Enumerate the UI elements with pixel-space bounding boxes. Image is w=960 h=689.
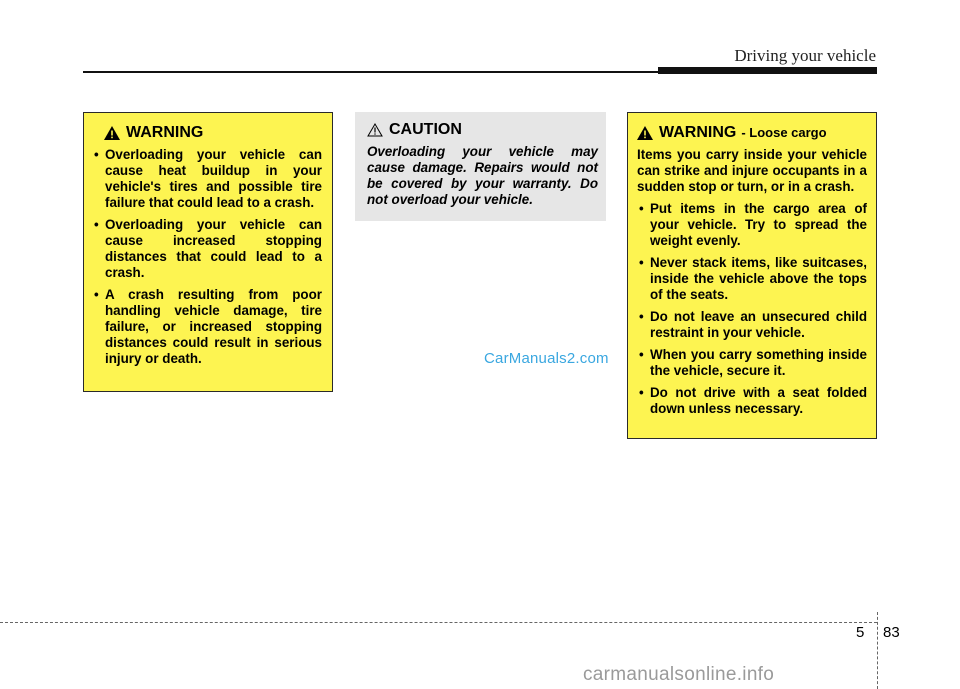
header-rule-thin xyxy=(83,71,658,73)
caution-box xyxy=(355,112,606,221)
warning-title: WARNING xyxy=(659,124,737,141)
warning-triangle-icon xyxy=(637,126,653,140)
warning-list xyxy=(104,147,322,367)
page-number-divider xyxy=(877,612,878,689)
warning-list xyxy=(637,201,867,417)
warning-box-loose-cargo xyxy=(627,112,877,439)
warning-title: WARNING xyxy=(126,124,204,141)
caution-triangle-icon xyxy=(367,123,383,137)
warning-intro: Items you carry inside your vehicle can strike and injure occupants in a sudden stop or turn, or in a crash. xyxy=(637,147,867,194)
caution-title: CAUTION xyxy=(389,121,462,138)
warning-box-overloading xyxy=(83,112,333,392)
warning-header xyxy=(637,123,867,143)
footer-dashed-rule xyxy=(0,622,877,623)
footer-site-link[interactable]: carmanualsonline.info xyxy=(583,664,775,685)
chapter-number: 5 xyxy=(856,624,865,641)
warning-item: • Do not drive with a seat folded down unless necessary. xyxy=(637,385,867,417)
section-title: Driving your vehicle xyxy=(734,46,876,65)
watermark-link[interactable]: CarManuals2.com xyxy=(484,350,609,367)
caution-text: Overloading your vehicle may cause damage. Repairs would not be covered by your warranty. Do not overload your vehicle. xyxy=(367,144,598,207)
warning-item: • Do not leave an unsecured child restraint in your vehicle. xyxy=(637,309,867,341)
header-rule-thick xyxy=(658,67,877,74)
warning-item: • Overloading your vehicle can cause increased stopping distances that could lead to a crash. xyxy=(92,217,322,281)
caution-header xyxy=(367,120,598,140)
warning-item: • When you carry something inside the vehicle, secure it. xyxy=(637,347,867,379)
page-number: 83 xyxy=(883,624,900,641)
warning-item: • A crash resulting from poor handling vehicle damage, tire failure, or increased stopping distances could result in serious injury or death. xyxy=(92,287,322,367)
warning-triangle-icon xyxy=(104,126,120,140)
warning-item: • Never stack items, like suitcases, inside the vehicle above the tops of the seats. xyxy=(637,255,867,303)
warning-header xyxy=(104,123,322,143)
warning-item: • Overloading your vehicle can cause heat buildup in your vehicle's tires and possible tire failure that could lead to a crash. xyxy=(92,147,322,211)
warning-item: • Put items in the cargo area of your vehicle. Try to spread the weight evenly. xyxy=(637,201,867,249)
warning-subtitle: - Loose cargo xyxy=(741,125,827,140)
